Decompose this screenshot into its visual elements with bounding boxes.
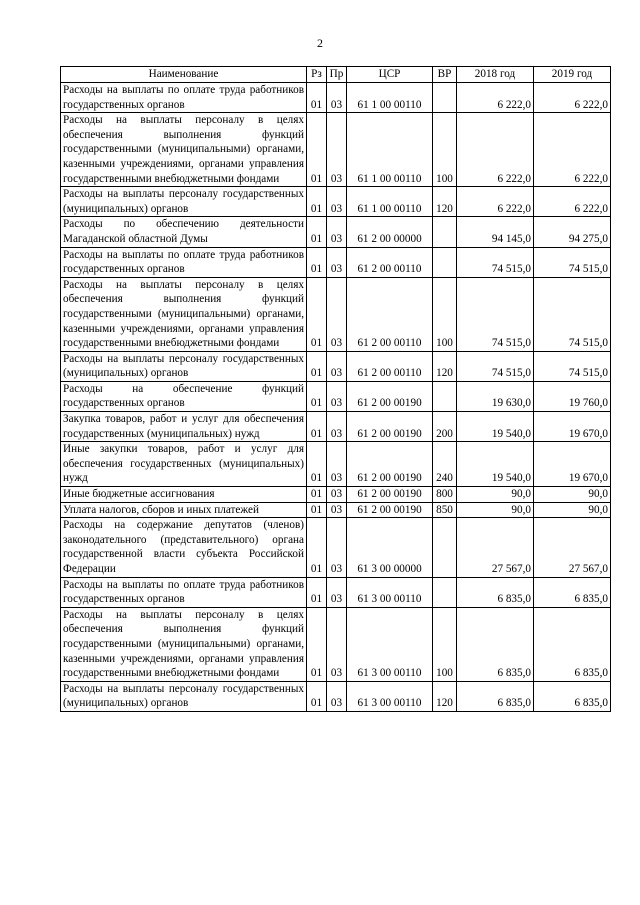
row-vr	[433, 518, 457, 577]
row-vr: 100	[433, 113, 457, 187]
row-pr: 03	[327, 83, 347, 113]
row-csr: 61 2 00 00110	[347, 351, 433, 381]
row-pr: 03	[327, 187, 347, 217]
row-name: Расходы по обеспечению деятельности Магаданской областной Думы	[61, 217, 307, 247]
row-2019: 74 515,0	[534, 277, 611, 351]
row-pr: 03	[327, 518, 347, 577]
row-rz: 01	[307, 518, 327, 577]
row-name: Расходы на выплаты персоналу государственных (муниципальных) органов	[61, 351, 307, 381]
row-csr: 61 2 00 00110	[347, 277, 433, 351]
table-row	[61, 217, 611, 247]
row-vr	[433, 83, 457, 113]
row-csr: 61 2 00 00190	[347, 442, 433, 487]
header-2018: 2018 год	[457, 67, 534, 83]
row-pr: 03	[327, 247, 347, 277]
row-csr: 61 2 00 00190	[347, 502, 433, 518]
header-name: Наименование	[61, 67, 307, 83]
row-rz: 01	[307, 113, 327, 187]
row-2019: 90,0	[534, 502, 611, 518]
row-csr: 61 2 00 00000	[347, 217, 433, 247]
table-row	[61, 381, 611, 411]
row-2018: 90,0	[457, 502, 534, 518]
row-pr: 03	[327, 381, 347, 411]
row-2019: 27 567,0	[534, 518, 611, 577]
table-row	[61, 83, 611, 113]
row-2018: 74 515,0	[457, 247, 534, 277]
row-rz: 01	[307, 187, 327, 217]
table-row	[61, 577, 611, 607]
row-rz: 01	[307, 351, 327, 381]
row-2018: 94 145,0	[457, 217, 534, 247]
header-rz: Рз	[307, 67, 327, 83]
row-2019: 6 222,0	[534, 113, 611, 187]
row-name: Расходы на выплаты по оплате труда работников государственных органов	[61, 83, 307, 113]
row-2018: 19 630,0	[457, 381, 534, 411]
row-name: Расходы на обеспечение функций государственных органов	[61, 381, 307, 411]
row-name: Расходы на выплаты по оплате труда работников государственных органов	[61, 577, 307, 607]
header-vr: ВР	[433, 67, 457, 83]
row-rz: 01	[307, 381, 327, 411]
row-pr: 03	[327, 577, 347, 607]
row-name: Расходы на выплаты персоналу в целях обеспечения выполнения функций государственными (муниципальными) органами, казенными учреждениями, органами управления государственными внебюджетными фондами	[61, 113, 307, 187]
row-vr: 120	[433, 681, 457, 711]
table-row	[61, 412, 611, 442]
row-name: Закупка товаров, работ и услуг для обеспечения государственных (муниципальных) нужд	[61, 412, 307, 442]
row-2018: 6 222,0	[457, 83, 534, 113]
table-row	[61, 113, 611, 187]
row-rz: 01	[307, 607, 327, 681]
row-vr: 120	[433, 187, 457, 217]
row-rz: 01	[307, 681, 327, 711]
table-row	[61, 187, 611, 217]
row-rz: 01	[307, 577, 327, 607]
row-name: Расходы на содержание депутатов (членов) законодательного (представительного) органа государственной власти субъекта Российской Федерации	[61, 518, 307, 577]
row-name: Расходы на выплаты персоналу в целях обеспечения выполнения функций государственными (муниципальными) органами, казенными учреждениями, органами управления государственными внебюджетными фондами	[61, 277, 307, 351]
row-csr: 61 2 00 00190	[347, 381, 433, 411]
table-row	[61, 502, 611, 518]
row-2019: 74 515,0	[534, 351, 611, 381]
table-row	[61, 277, 611, 351]
row-vr	[433, 217, 457, 247]
table-header-row	[61, 67, 611, 83]
row-vr: 800	[433, 487, 457, 503]
row-2019: 90,0	[534, 487, 611, 503]
row-name: Расходы на выплаты по оплате труда работников государственных органов	[61, 247, 307, 277]
row-2019: 94 275,0	[534, 217, 611, 247]
row-pr: 03	[327, 681, 347, 711]
row-csr: 61 2 00 00190	[347, 412, 433, 442]
table-row	[61, 487, 611, 503]
row-2018: 74 515,0	[457, 351, 534, 381]
row-2018: 6 835,0	[457, 681, 534, 711]
row-rz: 01	[307, 217, 327, 247]
row-2018: 6 835,0	[457, 607, 534, 681]
row-pr: 03	[327, 412, 347, 442]
row-pr: 03	[327, 487, 347, 503]
page-number: 2	[317, 36, 323, 50]
row-csr: 61 1 00 00110	[347, 187, 433, 217]
row-vr: 100	[433, 607, 457, 681]
row-vr	[433, 247, 457, 277]
row-csr: 61 1 00 00110	[347, 113, 433, 187]
row-pr: 03	[327, 351, 347, 381]
row-pr: 03	[327, 277, 347, 351]
row-name: Расходы на выплаты персоналу государственных (муниципальных) органов	[61, 187, 307, 217]
row-rz: 01	[307, 277, 327, 351]
row-rz: 01	[307, 83, 327, 113]
header-csr: ЦСР	[347, 67, 433, 83]
table-row	[61, 442, 611, 487]
row-rz: 01	[307, 487, 327, 503]
row-2018: 19 540,0	[457, 412, 534, 442]
row-pr: 03	[327, 607, 347, 681]
row-rz: 01	[307, 502, 327, 518]
row-pr: 03	[327, 113, 347, 187]
row-2019: 74 515,0	[534, 247, 611, 277]
row-name: Расходы на выплаты персоналу государственных (муниципальных) органов	[61, 681, 307, 711]
row-csr: 61 2 00 00190	[347, 487, 433, 503]
row-csr: 61 2 00 00110	[347, 247, 433, 277]
table-row	[61, 351, 611, 381]
row-2019: 19 670,0	[534, 412, 611, 442]
row-2019: 6 835,0	[534, 577, 611, 607]
table-row	[61, 247, 611, 277]
row-name: Уплата налогов, сборов и иных платежей	[61, 502, 307, 518]
row-vr: 850	[433, 502, 457, 518]
row-2018: 6 835,0	[457, 577, 534, 607]
row-2018: 6 222,0	[457, 113, 534, 187]
row-vr: 100	[433, 277, 457, 351]
row-csr: 61 3 00 00110	[347, 607, 433, 681]
row-2018: 6 222,0	[457, 187, 534, 217]
table-row	[61, 681, 611, 711]
row-csr: 61 1 00 00110	[347, 83, 433, 113]
row-rz: 01	[307, 247, 327, 277]
table-row	[61, 518, 611, 577]
row-rz: 01	[307, 412, 327, 442]
row-2018: 19 540,0	[457, 442, 534, 487]
row-name: Иные бюджетные ассигнования	[61, 487, 307, 503]
row-pr: 03	[327, 217, 347, 247]
row-vr	[433, 577, 457, 607]
row-2019: 6 835,0	[534, 681, 611, 711]
row-2019: 19 760,0	[534, 381, 611, 411]
row-vr: 120	[433, 351, 457, 381]
row-csr: 61 3 00 00110	[347, 577, 433, 607]
row-2018: 90,0	[457, 487, 534, 503]
row-2019: 6 835,0	[534, 607, 611, 681]
row-csr: 61 3 00 00110	[347, 681, 433, 711]
row-2018: 27 567,0	[457, 518, 534, 577]
budget-table	[60, 66, 611, 712]
row-name: Расходы на выплаты персоналу в целях обеспечения выполнения функций государственными (муниципальными) органами, казенными учреждениями, органами управления государственными внебюджетными фондами	[61, 607, 307, 681]
row-vr: 240	[433, 442, 457, 487]
row-vr: 200	[433, 412, 457, 442]
row-vr	[433, 381, 457, 411]
row-pr: 03	[327, 502, 347, 518]
row-csr: 61 3 00 00000	[347, 518, 433, 577]
row-2018: 74 515,0	[457, 277, 534, 351]
table-row	[61, 607, 611, 681]
row-pr: 03	[327, 442, 347, 487]
row-name: Иные закупки товаров, работ и услуг для обеспечения государственных (муниципальных) нужд	[61, 442, 307, 487]
row-rz: 01	[307, 442, 327, 487]
row-2019: 6 222,0	[534, 187, 611, 217]
header-2019: 2019 год	[534, 67, 611, 83]
header-pr: Пр	[327, 67, 347, 83]
row-2019: 6 222,0	[534, 83, 611, 113]
row-2019: 19 670,0	[534, 442, 611, 487]
